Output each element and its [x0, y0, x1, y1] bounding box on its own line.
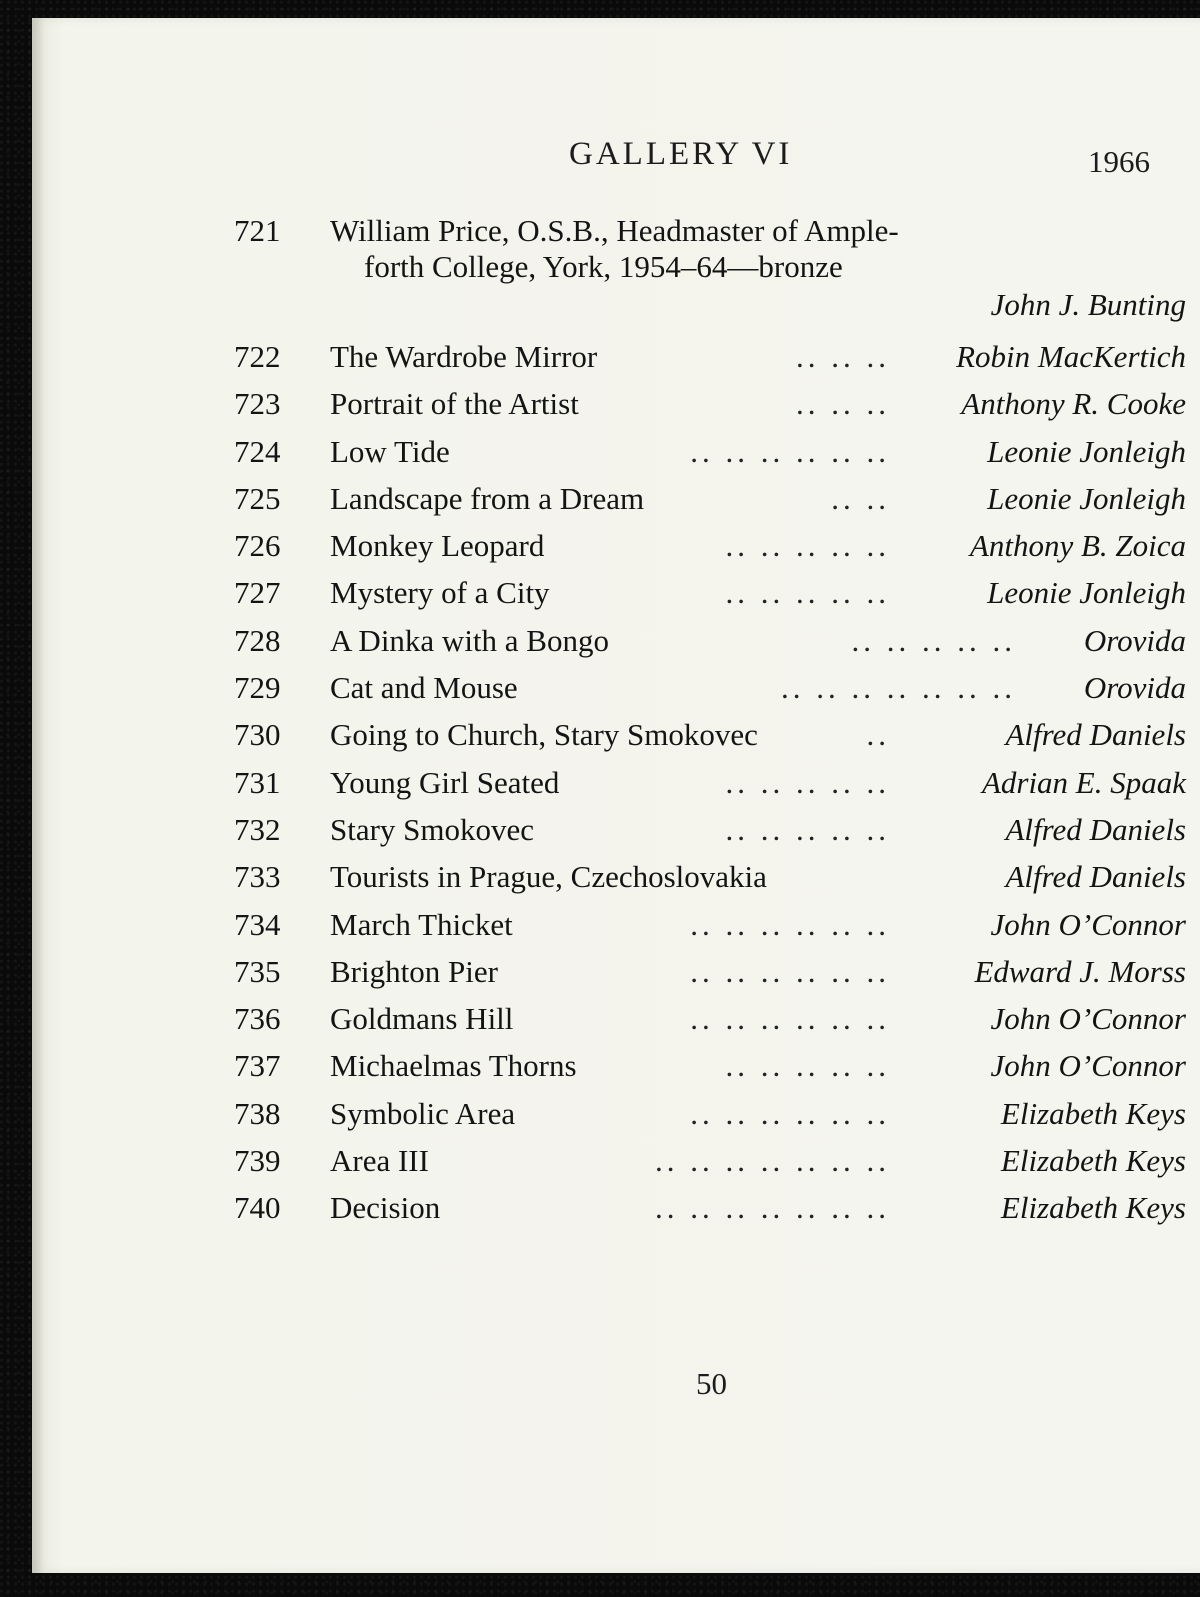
entry-artist: Anthony R. Cooke — [961, 386, 1186, 422]
list-item — [234, 954, 1186, 1001]
entry-list — [234, 213, 1186, 1238]
list-item — [234, 907, 1186, 954]
entry-artist: Robin MacKertich — [956, 339, 1186, 374]
entry-artist: Anthony B. Zoica — [969, 528, 1186, 564]
leader-dots: .. .. .. .. .. — [725, 575, 890, 611]
entry-artist: Elizabeth Keys — [1000, 1143, 1186, 1179]
list-item — [234, 1096, 1186, 1143]
entry-number: 732 — [234, 811, 281, 847]
entry-title: A Dinka with a Bongo — [330, 622, 609, 658]
entry-artist: John J. Bunting — [990, 287, 1186, 322]
leader-dots: .. .. .. .. .. .. — [690, 906, 890, 942]
leader-dots: .. .. .. .. .. — [851, 622, 1016, 658]
list-item — [234, 1048, 1186, 1095]
entry-artist: Alfred Daniels — [1005, 717, 1186, 753]
entry-number: 722 — [234, 339, 281, 374]
entry-artist: Orovida — [1083, 670, 1186, 706]
leader-dots: .. .. .. .. .. — [725, 764, 890, 800]
entry-number: 738 — [234, 1095, 281, 1131]
entry-title: Mystery of a City — [330, 575, 550, 611]
leader-dots: .. .. .. .. .. .. — [690, 433, 890, 469]
list-item — [234, 434, 1186, 481]
leader-dots: .. .. .. .. .. — [725, 1048, 890, 1084]
leader-dots: .. .. .. .. .. .. — [690, 1095, 890, 1131]
entry-artist: Elizabeth Keys — [1000, 1190, 1186, 1226]
entry-number: 740 — [234, 1190, 281, 1226]
leader-dots: .. — [866, 717, 890, 753]
entry-artist: Orovida — [1083, 622, 1186, 658]
entry-number: 733 — [234, 859, 281, 895]
entry-title: Tourists in Prague, Czechoslovakia — [330, 859, 767, 895]
entry-number: 726 — [234, 528, 281, 564]
leader-dots: .. .. — [831, 480, 890, 516]
list-item — [234, 528, 1186, 575]
list-item — [234, 765, 1186, 812]
leader-dots: .. .. .. .. .. — [725, 528, 890, 564]
leader-dots: .. .. .. .. .. .. .. — [781, 670, 1016, 706]
list-item — [234, 386, 1186, 433]
leader-dots: .. .. .. .. .. .. .. — [655, 1143, 890, 1179]
list-item — [234, 481, 1186, 528]
entry-title: Young Girl Seated — [330, 764, 560, 800]
list-item — [234, 213, 1186, 339]
leader-dots: .. .. .. — [796, 339, 890, 374]
entry-artist: Leonie Jonleigh — [987, 575, 1186, 611]
entry-title: Brighton Pier — [330, 953, 498, 989]
list-item — [234, 339, 1186, 386]
entry-number: 728 — [234, 622, 281, 658]
entry-number: 727 — [234, 575, 281, 611]
list-item — [234, 575, 1186, 622]
entry-title: Portrait of the Artist — [330, 386, 579, 422]
entry-title: Going to Church, Stary Smokovec — [330, 717, 758, 753]
entry-title: Area III — [330, 1143, 429, 1179]
entry-title: March Thicket — [330, 906, 513, 942]
entry-artist: Adrian E. Spaak — [981, 764, 1186, 800]
entry-artist: Alfred Daniels — [1005, 859, 1186, 895]
entry-number: 739 — [234, 1143, 281, 1179]
entry-title: Low Tide — [330, 433, 450, 469]
entry-artist: John O’Connor — [990, 1048, 1186, 1084]
entry-number: 731 — [234, 764, 281, 800]
list-item — [234, 1190, 1186, 1237]
list-item — [234, 623, 1186, 670]
leader-dots: .. .. .. — [796, 386, 890, 422]
entry-number: 721 — [234, 213, 281, 248]
gallery-heading: GALLERY VI — [569, 136, 793, 172]
list-item — [234, 670, 1186, 717]
entry-number: 724 — [234, 433, 281, 469]
entry-title: Stary Smokovec — [330, 811, 535, 847]
entry-number: 736 — [234, 1001, 281, 1037]
entry-number: 735 — [234, 953, 281, 989]
entry-number: 725 — [234, 480, 281, 516]
entry-title: William Price, O.S.B., Headmaster of Ample- — [330, 213, 899, 248]
entry-title: Landscape from a Dream — [330, 480, 645, 516]
list-item — [234, 812, 1186, 859]
entry-artist: Leonie Jonleigh — [987, 480, 1186, 516]
entry-number: 723 — [234, 386, 281, 422]
entry-number: 734 — [234, 906, 281, 942]
entry-title: Symbolic Area — [330, 1095, 516, 1131]
leader-dots: .. .. .. .. .. — [725, 811, 890, 847]
catalogue-page — [32, 18, 1200, 1573]
entry-artist: John O’Connor — [990, 1001, 1186, 1037]
entry-artist: Edward J. Morss — [974, 953, 1186, 989]
entry-title: Decision — [330, 1190, 441, 1226]
entry-artist: Alfred Daniels — [1005, 811, 1186, 847]
entry-title-continued: forth College, York, 1954–64—bronze — [364, 249, 843, 284]
entry-number: 730 — [234, 717, 281, 753]
leader-dots: .. .. .. .. .. .. — [690, 953, 890, 989]
list-item — [234, 717, 1186, 764]
entry-artist: John O’Connor — [990, 906, 1186, 942]
entry-number: 729 — [234, 670, 281, 706]
catalogue-year: 1966 — [1088, 144, 1150, 179]
entry-title: Michaelmas Thorns — [330, 1048, 577, 1084]
list-item — [234, 1001, 1186, 1048]
entry-artist: Leonie Jonleigh — [987, 433, 1186, 469]
entry-number: 737 — [234, 1048, 281, 1084]
list-item — [234, 1143, 1186, 1190]
entry-title: Monkey Leopard — [330, 528, 545, 564]
page-number: 50 — [696, 1366, 727, 1401]
leader-dots: .. .. .. .. .. .. .. — [655, 1190, 890, 1226]
entry-title: Cat and Mouse — [330, 670, 518, 706]
entry-title: Goldmans Hill — [330, 1001, 514, 1037]
page-header — [34, 136, 1200, 179]
entry-title: The Wardrobe Mirror — [330, 339, 598, 374]
leader-dots: .. .. .. .. .. .. — [690, 1001, 890, 1037]
entry-artist: Elizabeth Keys — [1000, 1095, 1186, 1131]
list-item — [234, 859, 1186, 906]
